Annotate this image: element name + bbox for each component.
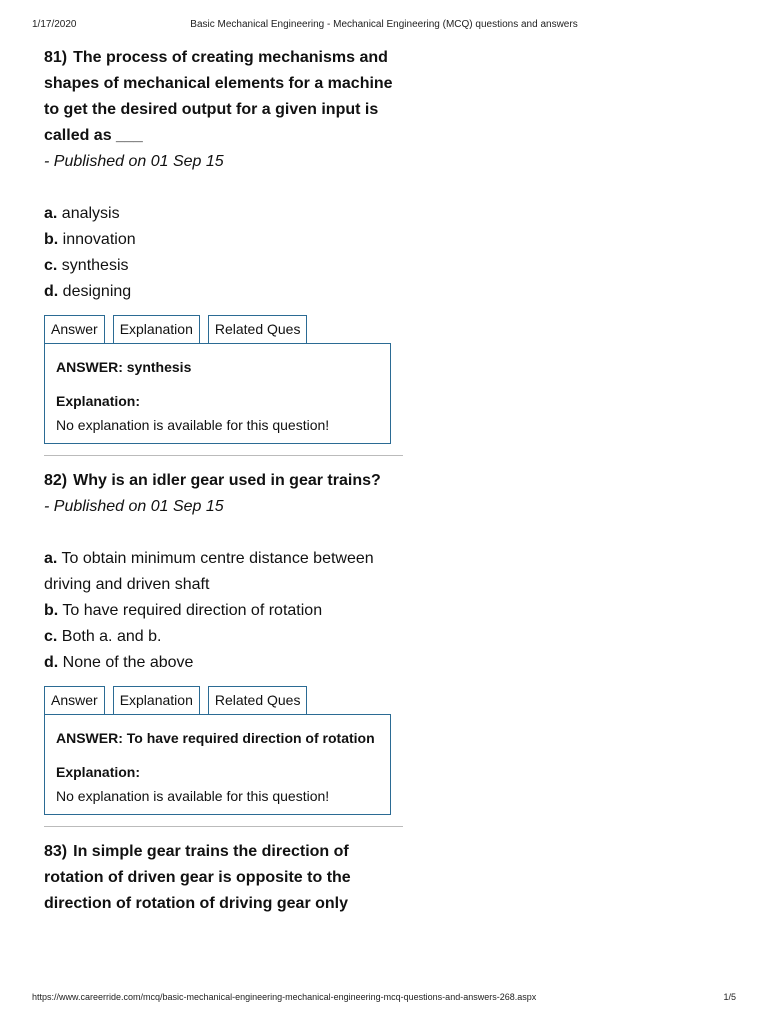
question-divider [44, 455, 403, 456]
option-a: a. analysis [44, 205, 120, 222]
tab-related-questions[interactable]: Related Ques [208, 686, 308, 714]
question-title [44, 839, 404, 917]
question-number: 83) [44, 843, 68, 860]
option-c: c. synthesis [44, 257, 129, 274]
published-date: - Published on 01 Sep 15 [44, 498, 224, 515]
question-text: The process of creating mechanisms and shapes of mechanical elements for a machine to get the desired output for a given input is called as ___ [44, 49, 393, 144]
question-number: 81) [44, 49, 68, 66]
option-d: d. designing [44, 283, 132, 300]
answer-text: ANSWER: To have required direction of rotation [56, 730, 375, 746]
page-number: 1/5 [723, 992, 736, 1002]
question-title [44, 468, 404, 494]
mcq-content [44, 45, 404, 917]
print-url: https://www.careerride.com/mcq/basic-mechanical-engineering-mechanical-engineering-mcq-questions-and-answers-268.aspx [32, 992, 537, 1002]
option-b: b. To have required direction of rotation [44, 602, 323, 619]
option-d: d. None of the above [44, 654, 194, 671]
tab-explanation[interactable]: Explanation [113, 315, 200, 343]
print-title: Basic Mechanical Engineering - Mechanical Engineering (MCQ) questions and answers [190, 19, 578, 30]
option-b: b. innovation [44, 231, 136, 248]
answer-panel [44, 343, 391, 444]
tab-answer[interactable]: Answer [44, 686, 105, 714]
explanation-text: No explanation is available for this question! [56, 788, 330, 804]
question-divider [44, 826, 403, 827]
question-82 [44, 468, 404, 815]
question-83 [44, 839, 404, 917]
print-footer [32, 992, 736, 1006]
option-c: c. Both a. and b. [44, 628, 162, 645]
question-text: Why is an idler gear used in gear trains? [73, 472, 381, 489]
tab-related-questions[interactable]: Related Ques [208, 315, 308, 343]
question-title [44, 45, 404, 149]
tab-explanation[interactable]: Explanation [113, 686, 200, 714]
question-text: In simple gear trains the direction of rotation of driven gear is opposite to the direction of rotation of driving gear only [44, 843, 351, 912]
question-81 [44, 45, 404, 444]
print-header [32, 19, 736, 33]
answer-tabs [44, 315, 404, 344]
explanation-label: Explanation: [56, 393, 141, 409]
published-date: - Published on 01 Sep 15 [44, 153, 224, 170]
print-date: 1/17/2020 [32, 19, 77, 30]
answer-tabs [44, 686, 404, 715]
option-a: a. To obtain minimum centre distance between driving and driven shaft [44, 550, 374, 593]
explanation-label: Explanation: [56, 764, 141, 780]
answer-text: ANSWER: synthesis [56, 359, 192, 375]
answer-panel [44, 714, 391, 815]
tab-answer[interactable]: Answer [44, 315, 105, 343]
question-number: 82) [44, 472, 68, 489]
explanation-text: No explanation is available for this question! [56, 417, 330, 433]
